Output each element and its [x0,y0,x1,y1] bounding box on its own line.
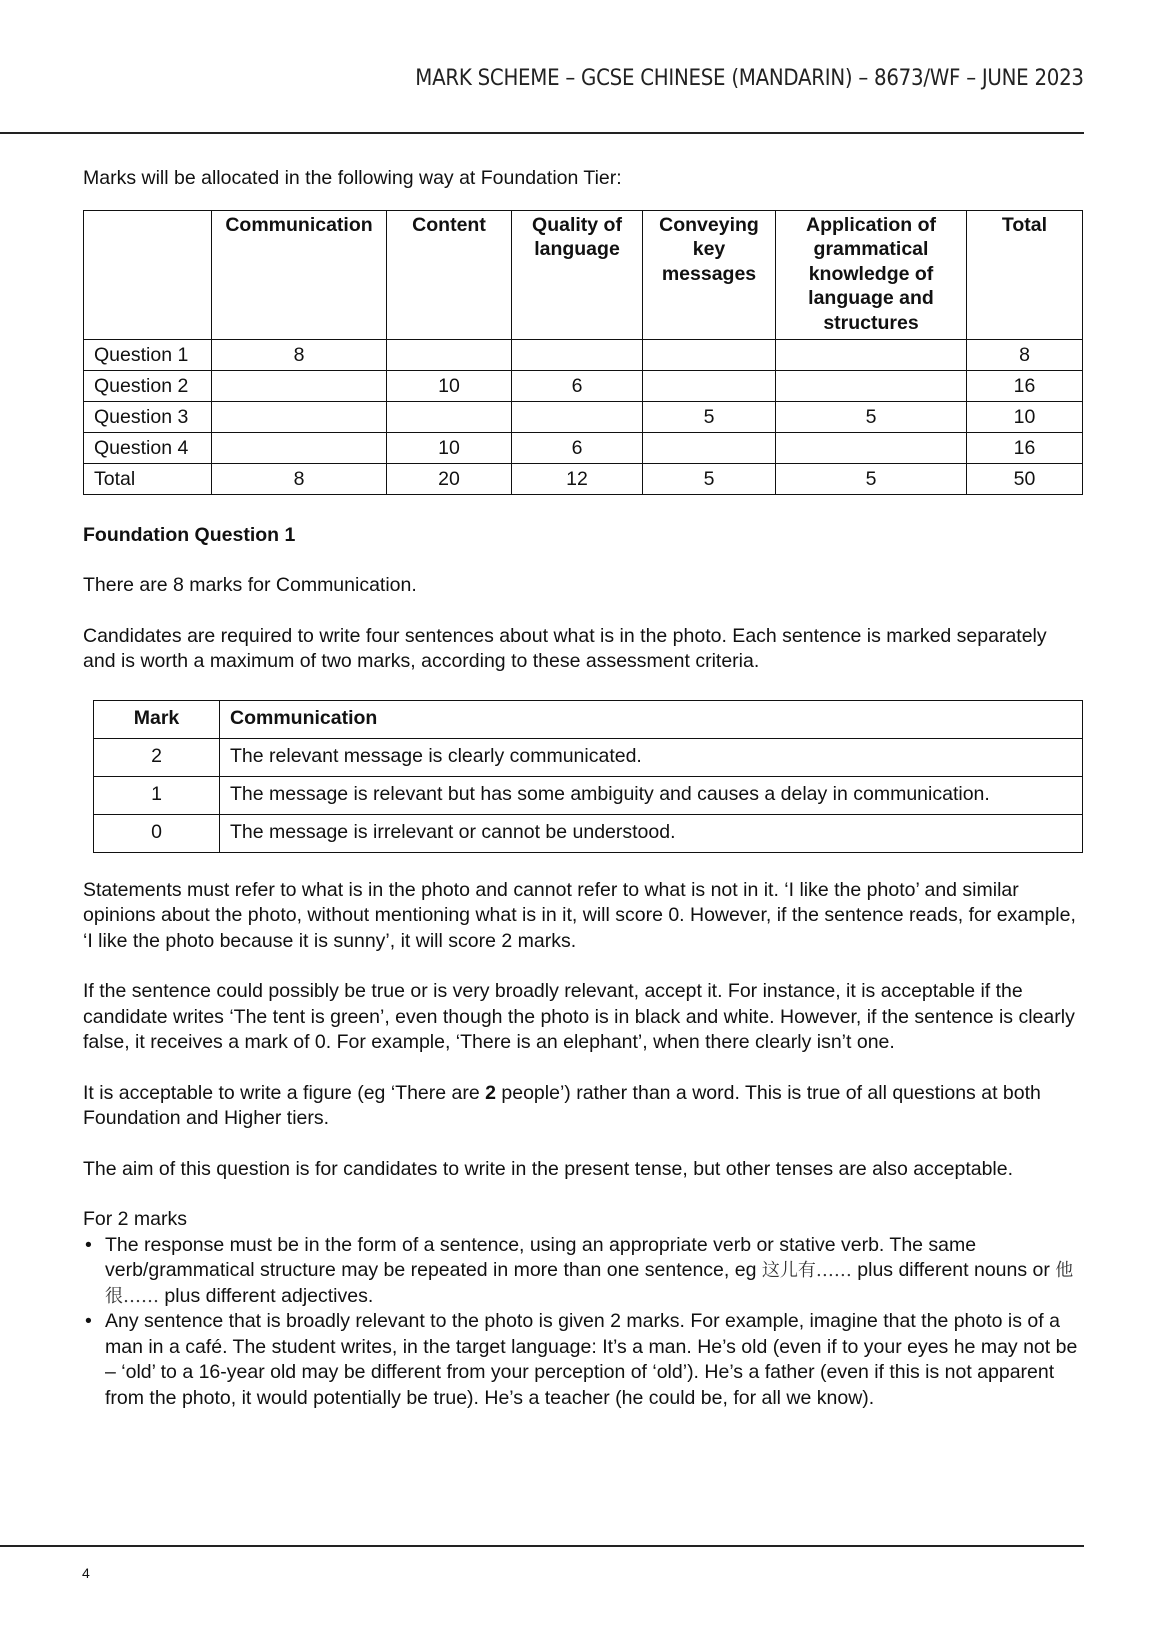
paragraph-marks-count: There are 8 marks for Communication. [83,574,417,596]
bullet-item [105,1233,1083,1310]
column-header-conveying: Conveying key messages [643,210,776,339]
column-header-content: Content [387,210,512,339]
paragraph-figures [83,1081,1083,1132]
criteria-bullet-list [83,1233,1083,1412]
cell-communication: 8 [212,463,387,494]
cell-application [776,370,967,401]
column-header-total: Total [967,210,1083,339]
assessment-criteria-table [93,700,1083,853]
cell-application [776,339,967,370]
criteria-mark: 2 [94,738,220,776]
paragraph-broadly-relevant: If the sentence could possibly be true or is very broadly relevant, accept it. For instance, it is acceptable if the candidate writes ‘The tent is green’, even though the photo is in black and white. However, if the sentence is clearly false, it receives a mark of 0. For example, ‘There is an elephant’, when there clearly isn’t one. [83,980,1075,1053]
cell-content: 10 [387,370,512,401]
cell-total: 50 [967,463,1083,494]
header-divider [0,132,1084,134]
text-fragment: The response must be in the form of a sentence, using an appropriate verb or stative verb. The same verb/grammatical structure may be repeated in more than one sentence, eg [105,1233,977,1281]
cell-communication [212,432,387,463]
paragraph-tense: The aim of this question is for candidates to write in the present tense, but other tenses are also acceptable. [83,1157,1014,1180]
cell-total: 10 [967,401,1083,432]
cell-communication [212,370,387,401]
cell-quality: 12 [512,463,643,494]
column-header-quality: Quality of language [512,210,643,339]
column-header-communication: Communication [220,700,1083,738]
cell-content: 10 [387,432,512,463]
criteria-description: The message is irrelevant or cannot be understood. [220,814,1083,852]
chinese-example: 他很…… [105,1260,1074,1307]
row-label: Question 1 [84,339,212,370]
table-row-total [84,463,1083,494]
paragraph-photo-statements: Statements must refer to what is in the photo and cannot refer to what is not in it. ‘I like the photo’ and similar opinions about the photo, without mentioning what is in it, will score 0. However, if the sentence reads, for example, ‘I like the photo because it is sunny’, it will score 2 marks. [83,878,1076,952]
marks-allocation-table [83,210,1083,495]
row-label: Total [84,463,212,494]
criteria-row [94,776,1083,814]
column-header-blank [84,210,212,339]
cell-total: 16 [967,370,1083,401]
text-fragment: plus different adjectives. [159,1284,374,1307]
criteria-mark: 0 [94,814,220,852]
cell-content: 20 [387,463,512,494]
cell-content [387,401,512,432]
cell-application: 5 [776,401,967,432]
cell-quality: 6 [512,370,643,401]
cell-application [776,432,967,463]
page-number: 4 [82,1565,90,1581]
page-header-title: MARK SCHEME – GCSE CHINESE (MANDARIN) – 8673/WF – JUNE 2023 [415,66,1084,91]
cell-total: 16 [967,432,1083,463]
row-label: Question 3 [84,401,212,432]
intro-text: Marks will be allocated in the following way at Foundation Tier: [83,167,622,189]
text-fragment: It is acceptable to write a figure (eg ‘There are [83,1081,486,1104]
cell-conveying: 5 [643,463,776,494]
row-label: Question 2 [84,370,212,401]
table-row [84,370,1083,401]
page-content [83,166,1083,1411]
bullet-item: • Any sentence that is broadly relevant to the photo is given 2 marks. For example, imagine that the photo is of a man in a café. The student writes, in the target language: It’s a man. He’s old (even if to your eyes he may not be – ‘old’ to a 16-year old may be different from your perception of ‘old’). He’s a father (even if this is not apparent from the photo, it would potentially be true). He’s a teacher (he could be, for all we know). [105,1309,1083,1411]
criteria-row [94,814,1083,852]
cell-communication: 8 [212,339,387,370]
criteria-mark: 1 [94,776,220,814]
column-header-communication: Communication [212,210,387,339]
table-row [84,401,1083,432]
criteria-description: The message is relevant but has some ambiguity and causes a delay in communication. [220,776,1083,814]
cell-communication [212,401,387,432]
column-header-mark: Mark [94,700,220,738]
criteria-header-row [94,700,1083,738]
text-fragment: plus different nouns or [851,1259,1056,1281]
column-header-application: Application of grammatical knowledge of language and structures [776,210,967,339]
for-2-marks-label: For 2 marks [83,1208,188,1230]
cell-application: 5 [776,463,967,494]
criteria-row [94,738,1083,776]
cell-total: 8 [967,339,1083,370]
row-label: Question 4 [84,432,212,463]
criteria-description: The relevant message is clearly communicated. [220,738,1083,776]
section-heading: Foundation Question 1 [83,523,296,546]
text-fragment: people’) rather than a word. This is true of all questions at both Foundation and Higher tiers. [83,1081,1041,1129]
cell-conveying [643,370,776,401]
paragraph-requirements: Candidates are required to write four sentences about what is in the photo. Each sentence is marked separately and is worth a maximum of two marks, according to these assessment criteria. [83,624,1047,672]
table-row [84,339,1083,370]
footer-divider [0,1545,1084,1547]
cell-conveying [643,432,776,463]
cell-quality [512,339,643,370]
bold-figure: 2 [485,1081,496,1104]
cell-quality: 6 [512,432,643,463]
table-header-row [84,210,1083,339]
table-row [84,432,1083,463]
chinese-example: 这儿有…… [761,1260,852,1281]
cell-quality [512,401,643,432]
cell-conveying [643,339,776,370]
cell-conveying: 5 [643,401,776,432]
cell-content [387,339,512,370]
